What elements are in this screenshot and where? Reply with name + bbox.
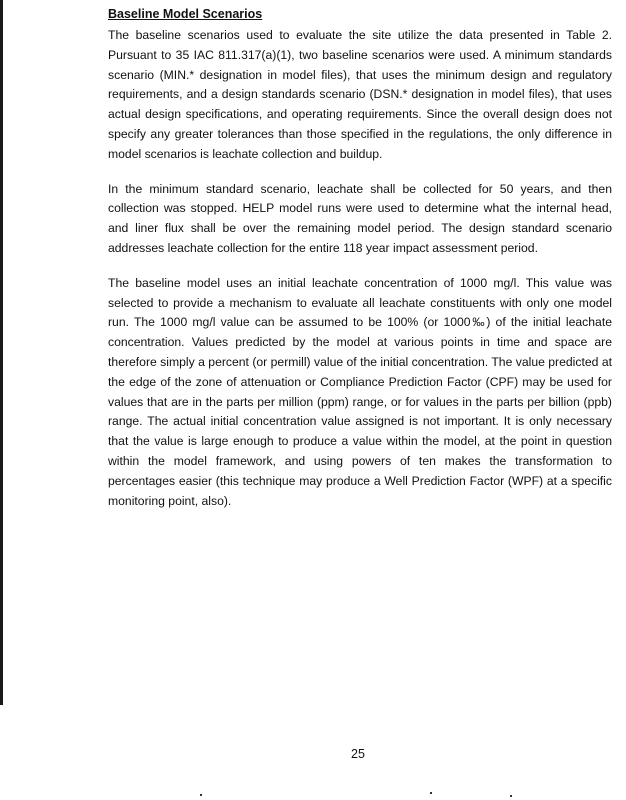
scan-left-edge-rule	[0, 0, 3, 705]
scan-noise	[0, 790, 626, 800]
scan-speck	[430, 792, 432, 794]
scan-speck	[510, 795, 512, 797]
section-heading: Baseline Model Scenarios	[108, 7, 263, 21]
paragraph-minimum-standard-scenario: In the minimum standard scenario, leachate shall be collected for 50 years, and then collection was stopped. HELP model runs were used to determine what the internal head, and liner flux shall be over the remaining model period. The design standard scenario addresses leachate collection for the entire 118 year impact assessment period.	[108, 181, 612, 255]
page-number: 25	[351, 747, 365, 761]
paragraph-baseline-scenarios: The baseline scenarios used to evaluate the site utilize the data presented in Table 2. Pursuant to 35 IAC 811.317(a)(1), two baseline scenarios were used. A minimum standards scenario (MIN.* designation in model files), that uses the minimum design and regulatory requirements, and a design standards scenario (DSN.* designation in model files), that uses actual design specifications, and operating requirements. Since the overall design does not specify any greater tolerances than those specified in the regulations, the only difference in model scenarios is leachate collection and buildup.	[108, 28, 612, 161]
document-page	[108, 6, 612, 511]
paragraph-initial-concentration: The baseline model uses an initial leachate concentration of 1000 mg/l. This value was selected to provide a mechanism to evaluate all leachate constituents with only one model run. The 1000 mg/l value can be assumed to be 100% (or 1000‰) of the initial leachate concentration. Values predicted by the model at various points in time and space are therefore simply a percent (or permill) value of the initial concentration. The value predicted at the edge of the zone of attenuation or Compliance Prediction Factor (CPF) may be used for values that are in the parts per million (ppm) range, or for values in the parts per billion (ppb) range. The actual initial concentration value assigned is not important. It is only necessary that the value is large enough to produce a value within the model, at the point in question within the model framework, and using powers of ten makes the transformation to percentages easier (this technique may produce a Well Prediction Factor (WPF) at a specific monitoring point, also).	[108, 275, 612, 508]
scan-speck	[200, 794, 202, 796]
